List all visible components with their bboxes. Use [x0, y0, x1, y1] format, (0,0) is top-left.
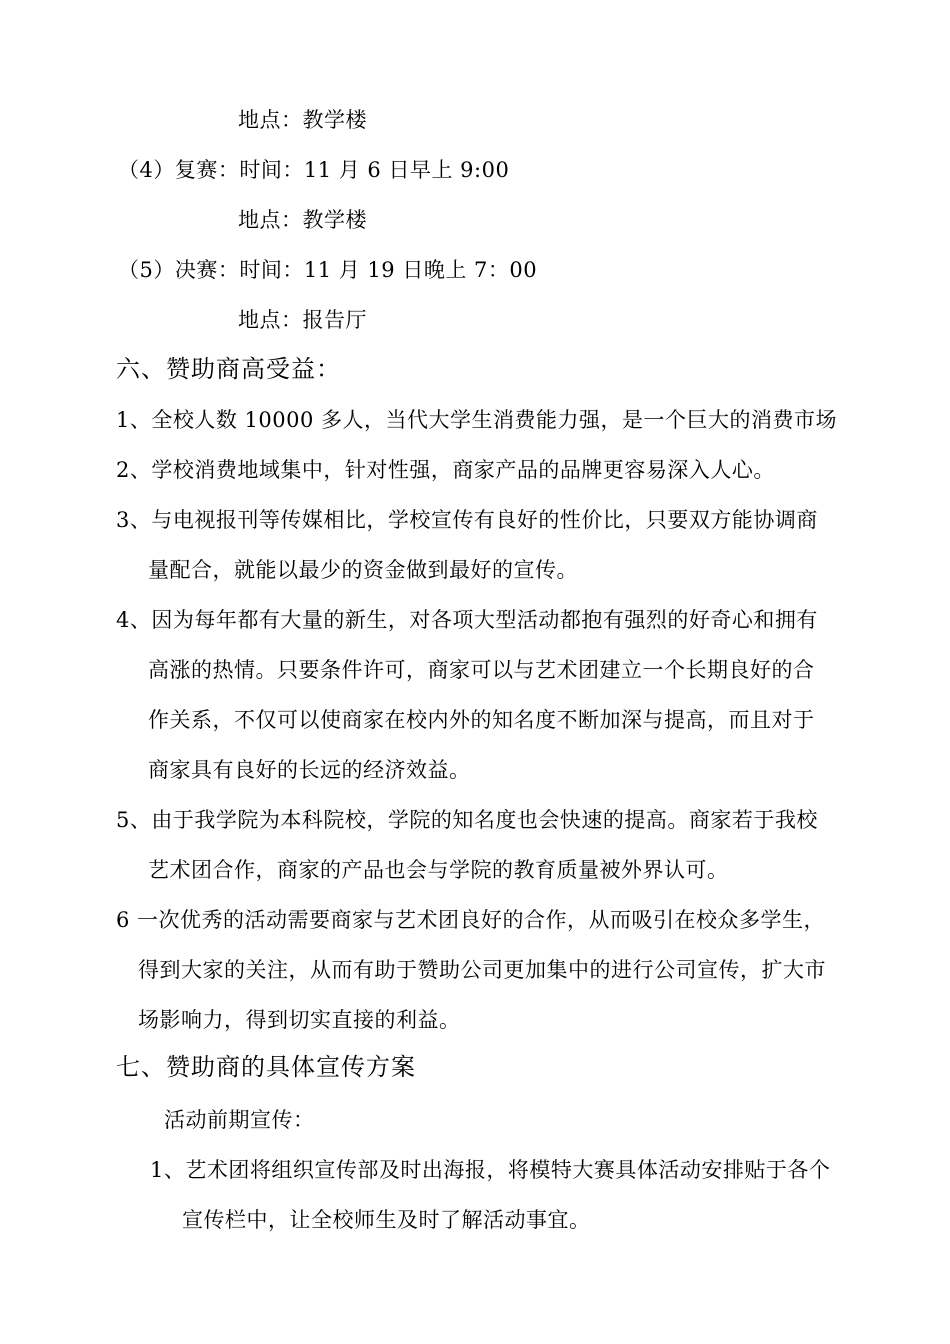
section-6-item-4-line-3: 作关系，不仅可以使商家在校内外的知名度不断加深与提高，而且对于	[148, 708, 815, 732]
section-7-item-1-line-1: 1、艺术团将组织宣传部及时出海报，将模特大赛具体活动安排贴于各个	[150, 1158, 831, 1182]
schedule-semifinal: （4）复赛：时间：11 月 6 日早上 9:00	[118, 158, 510, 182]
section-7-heading: 七、赞助商的具体宣传方案	[116, 1053, 416, 1081]
section-6-item-3-line-2: 量配合，就能以最少的资金做到最好的宣传。	[148, 558, 578, 582]
section-6-item-1-line-1: 1、全校人数 10000 多人，当代大学生消费能力强，是一个巨大的消费市场	[116, 408, 838, 432]
section-6-item-6-line-3: 场影响力，得到切实直接的利益。	[138, 1008, 461, 1032]
section-7-item-1-line-2: 宣传栏中，让全校师生及时了解活动事宜。	[182, 1208, 591, 1232]
schedule-location-2: 地点：教学楼	[238, 208, 367, 232]
section-6-item-6-line-1: 6 一次优秀的活动需要商家与艺术团良好的合作，从而吸引在校众多学生，	[116, 908, 826, 932]
section-6-item-4-line-4: 商家具有良好的长远的经济效益。	[148, 758, 471, 782]
schedule-final: （5）决赛：时间：11 月 19 日晚上 7：00	[118, 258, 538, 282]
schedule-location-3: 地点：报告厅	[238, 308, 367, 332]
section-6-item-4-line-1: 4、因为每年都有大量的新生，对各项大型活动都抱有强烈的好奇心和拥有	[116, 608, 818, 632]
section-6-item-6-line-2: 得到大家的关注，从而有助于赞助公司更加集中的进行公司宣传，扩大市	[138, 958, 826, 982]
section-6-heading: 六、赞助商高受益：	[116, 355, 341, 383]
section-6-item-2-line-1: 2、学校消费地域集中，针对性强，商家产品的品牌更容易深入人心。	[116, 458, 775, 482]
schedule-location-1: 地点：教学楼	[238, 108, 367, 132]
section-6-item-5-line-2: 艺术团合作，商家的产品也会与学院的教育质量被外界认可。	[148, 858, 729, 882]
section-6-item-4-line-2: 高涨的热情。只要条件许可，商家可以与艺术团建立一个长期良好的合	[148, 658, 815, 682]
section-6-item-5-line-1: 5、由于我学院为本科院校，学院的知名度也会快速的提高。商家若于我校	[116, 808, 818, 832]
section-6-item-3-line-1: 3、与电视报刊等传媒相比，学校宣传有良好的性价比，只要双方能协调商	[116, 508, 818, 532]
section-7-subheading: 活动前期宣传：	[164, 1108, 315, 1132]
